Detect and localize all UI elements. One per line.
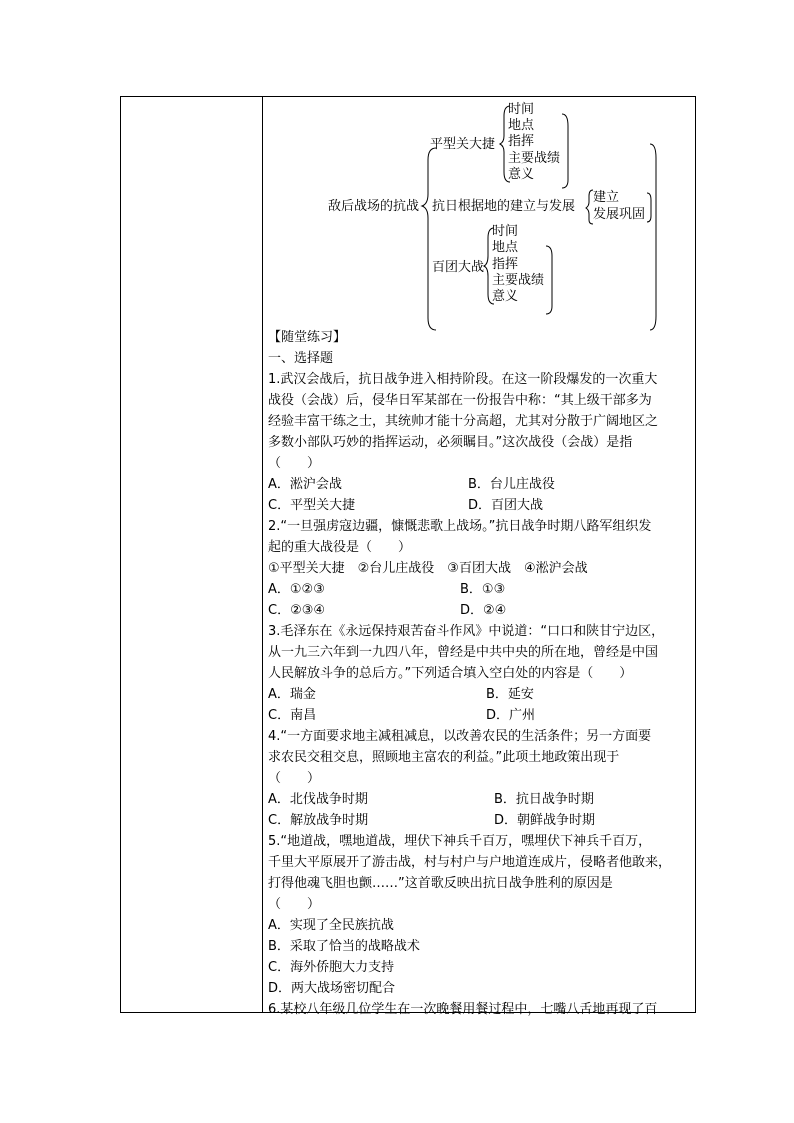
section-title: 一、选择题 xyxy=(268,351,334,366)
question-3-line: 人民解放斗争的总后方。”下列适合填入空白处的内容是（ ） xyxy=(268,666,633,681)
question-1-line: （ ） xyxy=(268,456,321,471)
branch-1-item: 地点 xyxy=(508,118,535,133)
option-c: C．南昌 xyxy=(268,708,317,723)
question-5-line: 千里大平原展开了游击战，村与村户与户地道连成片，侵略者他敢来， xyxy=(268,855,672,870)
question-4-line: 求农民交租交息，照顾地主富农的利益。”此项土地政策出现于 xyxy=(268,750,620,765)
option-c: C．平型关大捷 xyxy=(268,498,356,513)
branch-3-item: 主要战绩 xyxy=(492,273,545,288)
question-1-line: 多数小部队巧妙的指挥运动，必须瞩目。”这次战役（会战）是指 xyxy=(268,435,633,450)
question-1-line: 1.武汉会战后，抗日战争进入相持阶段。在这一阶段爆发的一次重大 xyxy=(268,372,658,387)
outer-close xyxy=(650,144,656,330)
diagram-branch-2: 抗日根据地的建立与发展 xyxy=(432,199,576,214)
option-c: C．海外侨胞大力支持 xyxy=(268,960,395,975)
option-b: B．台儿庄战役 xyxy=(468,477,555,492)
question-4-line: 4.“一方面要求地主减租减息，以改善农民的生活条件；另一方面要 xyxy=(268,729,652,744)
root-brace xyxy=(422,148,436,330)
question-6-line: 6.某校八年级几位学生在一次晚餐用餐过程中，七嘴八舌地再现了百 xyxy=(268,1002,658,1017)
branch-1-item: 主要战绩 xyxy=(508,151,561,166)
branch-2-item: 建立 xyxy=(593,190,620,205)
question-2-line: 2.“一旦强虏寇边疆，慷慨悲歌上战场。”抗日战争时期八路军组织发 xyxy=(268,519,652,534)
option-b: B．①③ xyxy=(460,582,506,597)
branch3-close xyxy=(546,246,552,314)
question-3-line: 从一九三六年到一九四八年，曾经是中共中央的所在地，曾经是中国 xyxy=(268,645,659,660)
option-a: A．①②③ xyxy=(268,582,325,597)
option-c: C．②③④ xyxy=(268,603,326,618)
option-d: D．百团大战 xyxy=(468,498,544,513)
diagram-branch-1: 平型关大捷 xyxy=(430,137,496,152)
question-4-line: （ ） xyxy=(268,771,321,786)
branch-1-item: 时间 xyxy=(508,102,535,117)
question-5-line: 打得他魂飞胆也颤……”这首歌反映出抗日战争胜利的原因是 xyxy=(268,876,613,891)
question-1-line: 经验丰富干练之士，其统帅才能十分高超，尤其对分散于广阔地区之 xyxy=(268,414,659,429)
option-a: A．实现了全民族抗战 xyxy=(268,918,394,933)
branch-3-item: 地点 xyxy=(492,240,519,255)
question-5-line: 5.“地道战，嘿地道战，埋伏下神兵千百万，嘿埋伏下神兵千百万， xyxy=(268,834,652,849)
option-a: A．淞沪会战 xyxy=(268,477,342,492)
question-2-line: 起的重大战役是（ ） xyxy=(268,540,412,555)
practice-heading: 【随堂练习】 xyxy=(268,330,347,345)
option-a: A．北伐战争时期 xyxy=(268,792,368,807)
branch1-close xyxy=(562,114,568,188)
option-b: B．延安 xyxy=(486,687,534,702)
knowledge-diagram xyxy=(262,96,696,336)
branch-2-item: 发展巩固 xyxy=(593,207,646,222)
option-d: D．朝鲜战争时期 xyxy=(494,813,596,828)
question-3-line: 3.毛泽东在《永远保持艰苦奋斗作风》中说道：“口口和陕甘宁边区， xyxy=(268,624,665,639)
option-b: B．抗日战争时期 xyxy=(494,792,594,807)
option-d: D．②④ xyxy=(460,603,507,618)
diagram-branch-3: 百团大战 xyxy=(432,260,485,275)
option-c: C．解放战争时期 xyxy=(268,813,369,828)
diagram-root: 敌后战场的抗战 xyxy=(328,199,420,214)
question-5-line: （ ） xyxy=(268,897,321,912)
branch-3-item: 指挥 xyxy=(492,257,519,272)
branch2-brace xyxy=(586,190,593,224)
branch-1-item: 意义 xyxy=(508,167,535,182)
branch2-close xyxy=(647,193,651,222)
option-b: B．采取了恰当的战略战术 xyxy=(268,939,420,954)
option-a: A．瑞金 xyxy=(268,687,316,702)
question-1-line: 战役（会战）后，侵华日军某部在一份报告中称：“其上级干部多为 xyxy=(268,393,652,408)
option-d: D．广州 xyxy=(486,708,536,723)
branch-3-item: 时间 xyxy=(492,224,519,239)
branch-3-item: 意义 xyxy=(492,289,519,304)
option-d: D．两大战场密切配合 xyxy=(268,981,396,996)
branch-1-item: 指挥 xyxy=(508,134,535,149)
question-2-line: ①平型关大捷 ②台儿庄战役 ③百团大战 ④淞沪会战 xyxy=(268,561,588,576)
